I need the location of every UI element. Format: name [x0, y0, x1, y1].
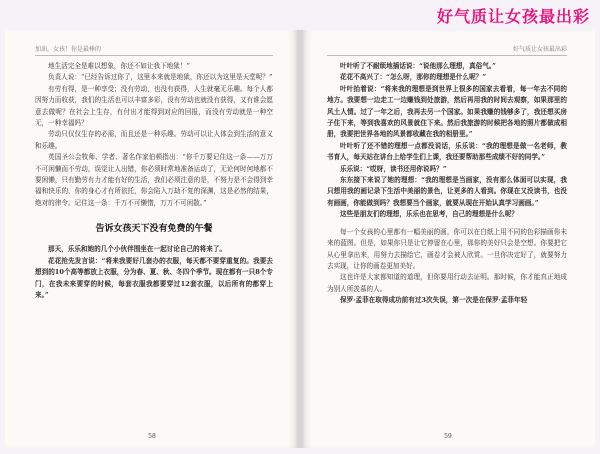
- right-body: [327, 61, 567, 221]
- paragraph: 每一个女孩的心里都有一幅美丽的画，你可以在白纸上用不同的色彩描画你未来的蓝图。但是，如果你只是让它停留在心里，那你的美好只会是空想。你要把它从心里拿出来，用努力去描绘它，画卷才会被人欣赏。一旦你决定好了，就要努力去实现，让你的画卷更加美好。: [327, 227, 567, 270]
- paragraph: 叶叶听了还不错的理想一点都没说话，乐乐说：“我的理想是做一名老师，教书育人，每天站在讲台上给学生们上课，我还要帮助那些成绩不好的同学。”: [327, 141, 567, 162]
- left-page: [5, 30, 299, 448]
- paragraph: 有劳有得，是一种享受；没有劳动，也没有获得，人生就毫无乐趣。每个人都因努力而收获，我们的生活也可以丰富多彩，没有劳动也就没有获得，又有谁会愿意去做呢？在社会上生存，有付出才能得到对应的回报，而没有劳动就是一种空无，一种幸福吗？: [35, 84, 273, 128]
- paragraph: 这些是朋友们的理想，乐乐也在思考，自己的理想是什么呢？: [340, 210, 519, 219]
- paragraph: 这也许是大家都知道的道理，但你要用行动去证明。那时候，你才能真正地成为别人所羡慕的人。: [327, 273, 567, 293]
- paragraph: 英国圣公会牧师、学者、著名作家伯顿指出：“你千万要记住这一条——万万不可闲懒而不劳动，误觉让人出错，你必须时常地准备运动了，无论何时何地都不要闲懒，只有勤劳有力才能有好的生活，我们必须注意的是，不努力是不会得到幸福和快乐的，你的身心才有所依托，你会陷入万劫不复的深渊，这是必然的结果，绝对的律令。记住这一条：千万不可懒惰，万万不可闲散。”: [35, 153, 273, 207]
- left-body: [35, 61, 273, 209]
- right-page: [301, 30, 595, 448]
- paragraph: 花花不高兴了：“怎么呀，那你的理想是什么呢？”: [340, 73, 487, 82]
- right-running-head: 好气质让女孩最出彩: [327, 44, 567, 56]
- open-book: [5, 30, 595, 448]
- paragraph: 保罗·孟菲在取得成功前有过3次失误，第一次是在保罗·孟菲年轻: [340, 296, 528, 305]
- left-running-head: 加油，女孩！你是最棒的: [35, 44, 273, 56]
- left-page-number: 58: [148, 433, 156, 440]
- paragraph: 东东接下来说了她的理想：“我的理想是当画家，没有那么体面可以实现，我只想用我的画记录下生活中美丽的景色，让更多的人看到。你现在又没读书，也没有画画，你能做到吗？我想要当个画家，就要从现在开始认真学习画画。”: [327, 176, 567, 207]
- paragraph: 乐乐说：“哎呀，读书还用你说吗？”: [340, 164, 447, 173]
- paragraph: 劳动只仅仅生存的必需，而且还是一种乐趣。劳动可以让人体会到生活的意义和乐趣。: [35, 130, 273, 150]
- right-body-2: [327, 227, 567, 307]
- section-heading: 告诉女孩天下没有免费的午餐: [95, 224, 213, 235]
- left-body-2: [35, 244, 273, 301]
- paragraph: 叶叶听了不耐烦地插话说：“说他那么理想，真俗气。”: [340, 62, 496, 70]
- brand-title: 好气质让女孩最出彩: [436, 7, 590, 26]
- paragraph: 叶叶抬着说：“将来我的理想是到世界上很多的国家去看看，每一年去不同的地方。我要想一边走工一边赚钱到处旅游，然后再用我的时间去观察，如果那里的风土人情。过了一年之后，我再去另一个国家。如果我赚的钱够多了，我还想买房子住下来，等到我喜欢的风景就住下来。然后我旅游的时候把各地的照片都做成相册，我要把世界各地的风景都收藏在我的相册里。”: [327, 84, 567, 139]
- paragraph: 花花抢先发言说：“将来我要好几套办的衣服，每天都不要穿重复的。我要去想到的10个高等都放上衣服，分为春、夏、秋、冬四个季节。现在都有一只8个专门，在我未来要穿的时候，每套衣服我都要穿过12套衣服，以后所有的都穿上来。”: [35, 256, 273, 299]
- paragraph: 那天，乐乐和她的几个小伙伴围坐在一起讨论自己的将来了。: [48, 245, 227, 254]
- paragraph: 负责人说：“已经告诉过你了，这里本来就是地狱，你还以为这里是天堂呢？”: [48, 73, 273, 82]
- right-page-number: 59: [444, 433, 452, 440]
- paragraph: 地生活完全是难以想象，你还不如让我下地狱！”: [48, 62, 190, 70]
